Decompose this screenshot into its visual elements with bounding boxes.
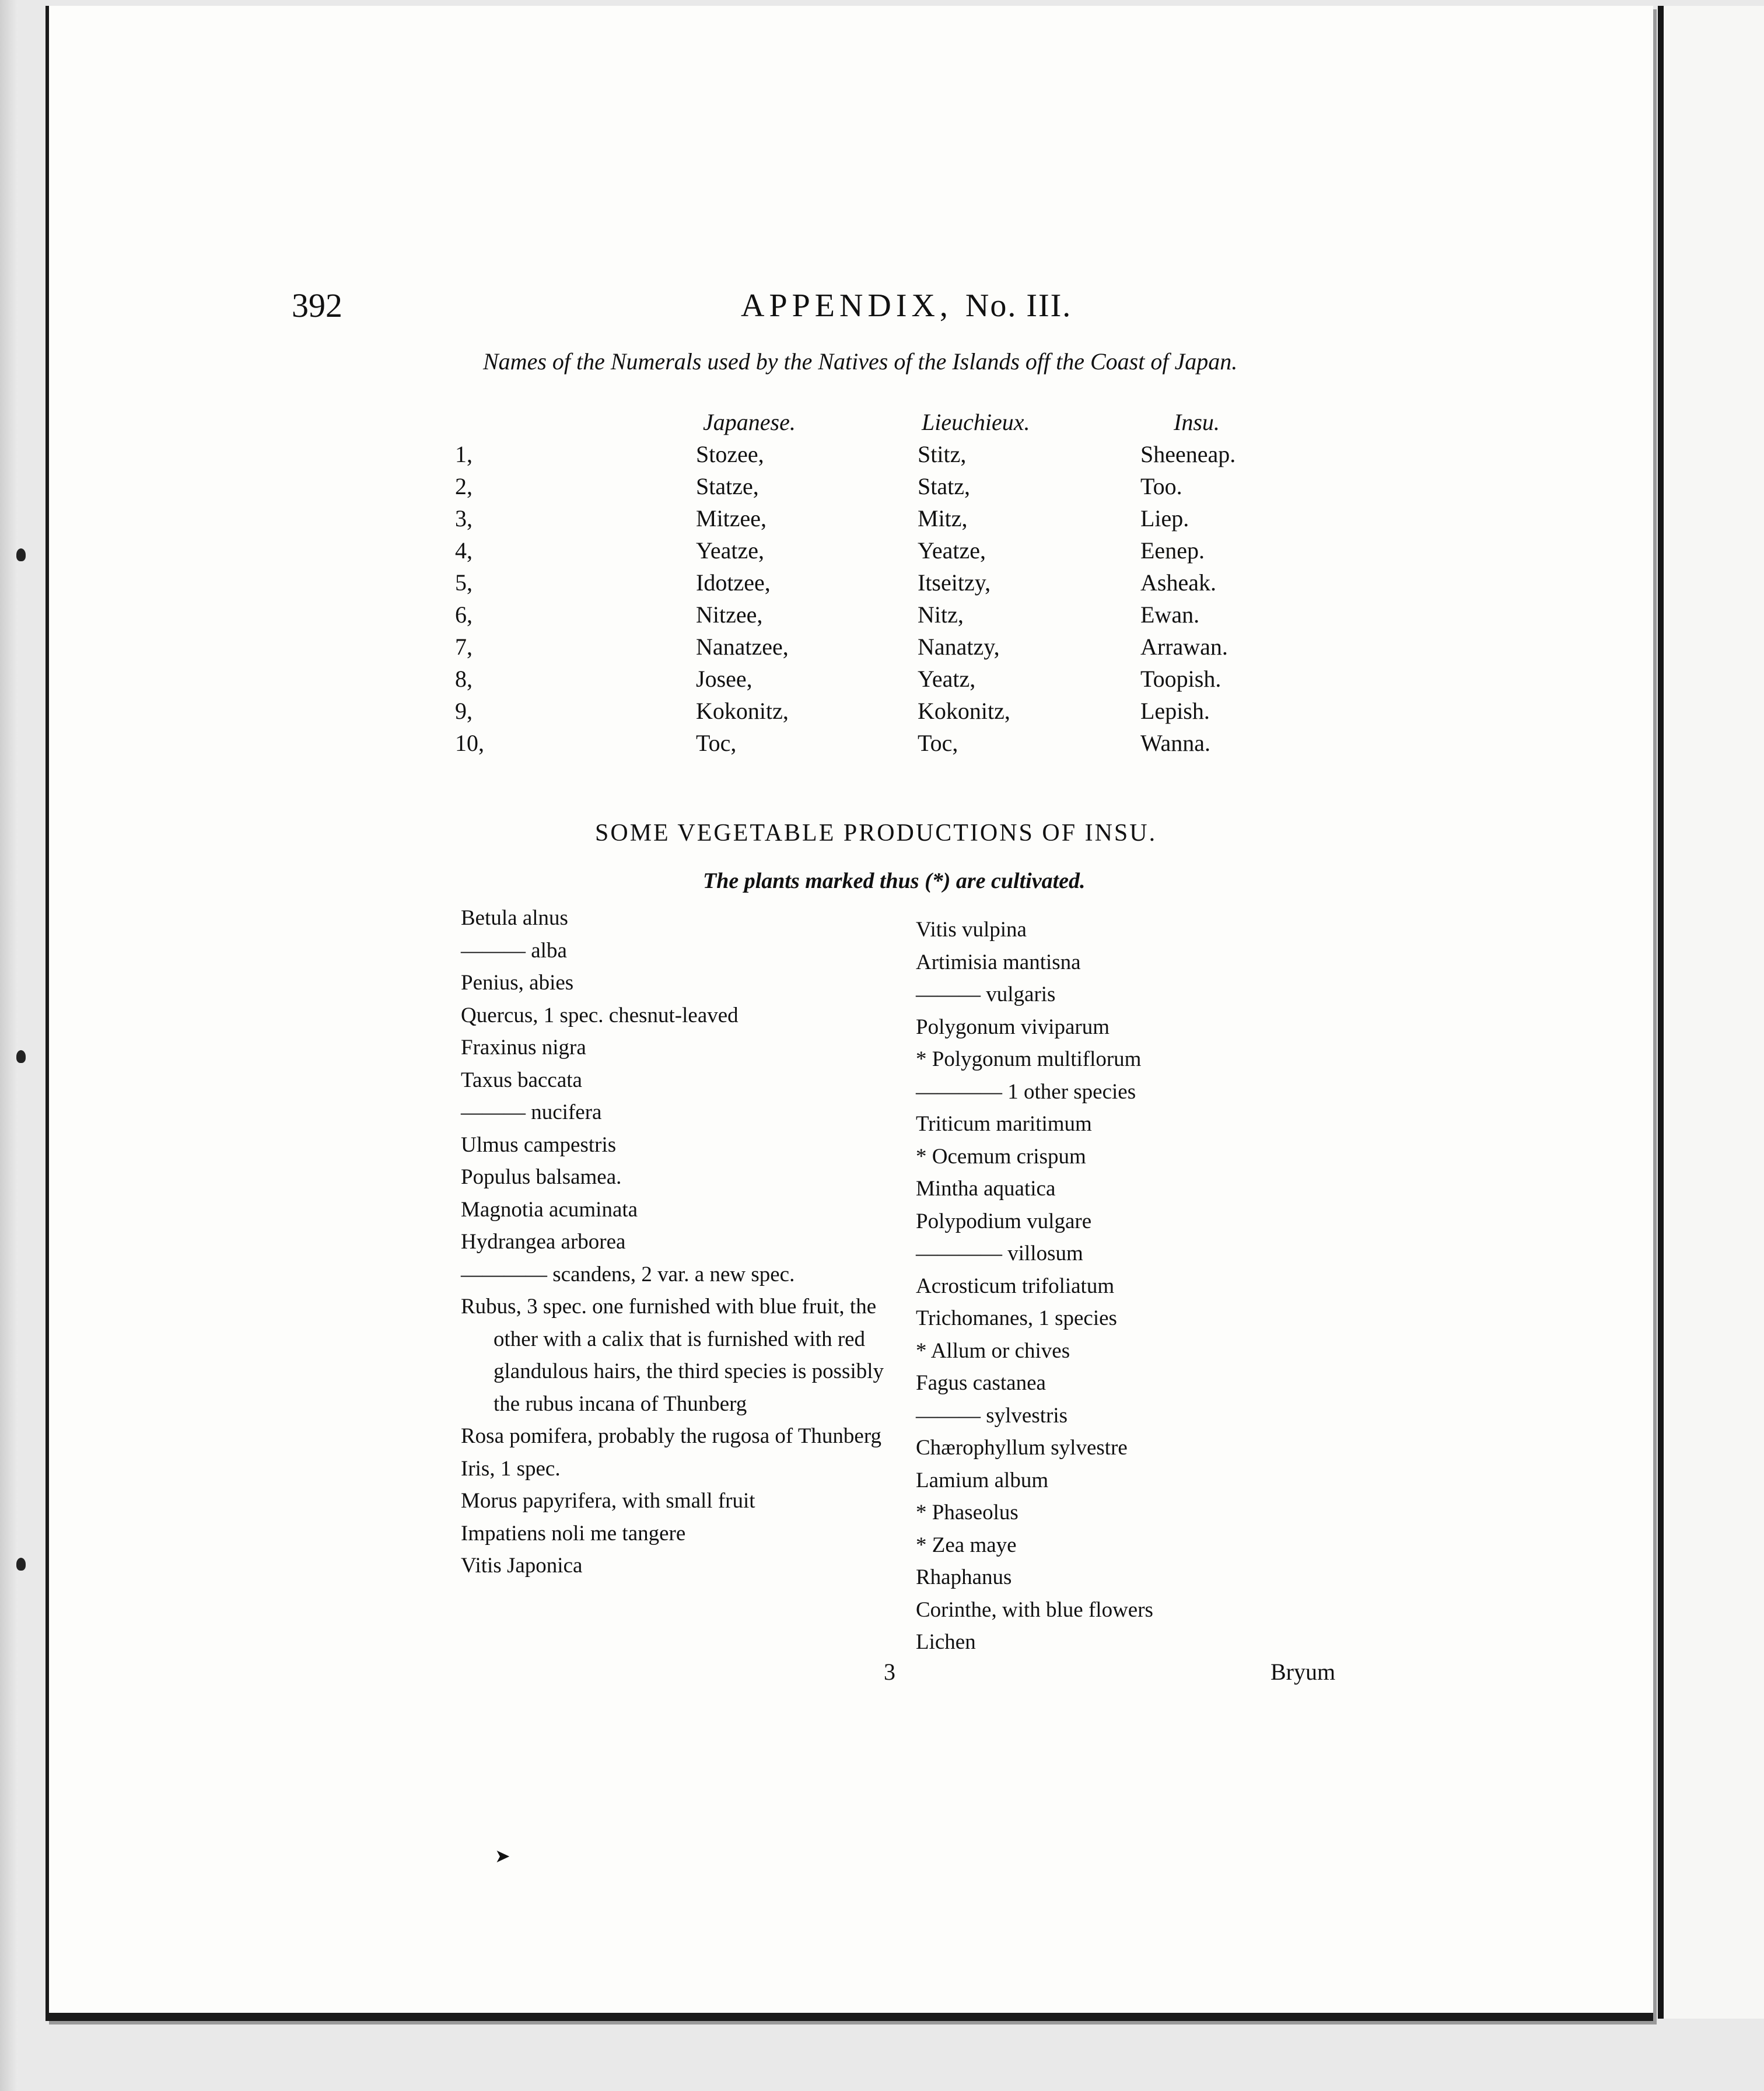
column-header-japanese: Japanese. bbox=[703, 409, 796, 435]
binding-mark bbox=[16, 1050, 26, 1063]
numeral-row bbox=[455, 505, 1272, 537]
plant-entry: Acrosticum trifoliatum bbox=[916, 1274, 1115, 1298]
japanese-cell: Idotzee, bbox=[696, 569, 771, 596]
plant-entry: Vitis Japonica bbox=[461, 1554, 583, 1578]
plant-entry: ———— 1 other species bbox=[916, 1079, 1136, 1104]
numeral-cell: 10, bbox=[455, 730, 484, 756]
plant-entry: Fraxinus nigra bbox=[461, 1036, 586, 1060]
plant-entry: Corinthe, with blue flowers bbox=[916, 1597, 1153, 1622]
catchword: Bryum bbox=[1270, 1659, 1336, 1685]
plant-entry: Rubus, 3 spec. one furnished with blue fruit, the other with a calix that is furnished with red glandulous hairs, the third species is possibly the rubus incana of Thunberg bbox=[461, 1295, 884, 1416]
plant-entry: Trichomanes, 1 species bbox=[916, 1306, 1117, 1330]
plant-entry: Vitis vulpina bbox=[916, 918, 1027, 942]
plant-entry: Populus balsamea. bbox=[461, 1165, 622, 1189]
plant-entry: Morus papyrifera, with small fruit bbox=[461, 1489, 755, 1513]
section-subtitle: The plants marked thus (*) are cultivated. bbox=[703, 869, 1086, 893]
numeral-cell: 7, bbox=[455, 634, 473, 660]
insu-cell: Wanna. bbox=[1140, 730, 1211, 756]
section-title: SOME VEGETABLE PRODUCTIONS OF INSU. bbox=[595, 820, 1157, 847]
plant-entry: * Zea maye bbox=[916, 1533, 1017, 1557]
insu-cell: Lepish. bbox=[1140, 698, 1210, 724]
insu-cell: Too. bbox=[1140, 473, 1182, 499]
numeral-row bbox=[455, 473, 1272, 505]
plant-entry: ——— alba bbox=[461, 938, 567, 963]
numeral-row bbox=[455, 633, 1272, 665]
numeral-row bbox=[455, 697, 1272, 729]
plant-entry: * Phaseolus bbox=[916, 1501, 1019, 1524]
japanese-cell: Stozee, bbox=[696, 441, 764, 467]
insu-cell: Eenep. bbox=[1140, 537, 1205, 564]
numeral-cell: 9, bbox=[455, 698, 473, 724]
lieuchieux-cell: Yeatze, bbox=[918, 537, 986, 564]
plant-entry: Iris, 1 spec. bbox=[461, 1456, 561, 1481]
plant-entry: ———— villosum bbox=[916, 1242, 1083, 1265]
plant-entry: Quercus, 1 spec. chesnut-leaved bbox=[461, 1003, 738, 1027]
insu-cell: Toopish. bbox=[1140, 666, 1222, 692]
japanese-cell: Kokonitz, bbox=[696, 698, 789, 724]
japanese-cell: Nanatzee, bbox=[696, 634, 789, 660]
numeral-row bbox=[455, 601, 1272, 633]
japanese-cell: Toc, bbox=[696, 730, 737, 756]
plant-entry: Magnotia acuminata bbox=[461, 1197, 638, 1222]
plant-entry: Chærophyllum sylvestre bbox=[916, 1436, 1128, 1460]
numeral-cell: 2, bbox=[455, 473, 473, 499]
table-caption: Names of the Numerals used by the Natives of the Islands off the Coast of Japan. bbox=[483, 348, 1238, 375]
page-number: 392 bbox=[292, 286, 342, 324]
plant-entry: Artimisia mantisna bbox=[916, 950, 1081, 974]
plant-entry: Triticum maritimum bbox=[916, 1112, 1092, 1136]
plant-entry: Impatiens noli me tangere bbox=[461, 1521, 686, 1545]
numeral-row bbox=[455, 440, 1272, 473]
plant-list-left bbox=[461, 902, 910, 1582]
plant-entry: Lamium album bbox=[916, 1468, 1049, 1492]
lieuchieux-cell: Stitz, bbox=[918, 441, 967, 467]
plant-entry: Rosa pomifera, probably the rugosa of Thunberg bbox=[461, 1424, 881, 1448]
japanese-cell: Yeatze, bbox=[696, 537, 765, 564]
lieuchieux-cell: Nitz, bbox=[918, 602, 964, 628]
plant-entry: ——— vulgaris bbox=[916, 982, 1056, 1006]
insu-cell: Asheak. bbox=[1140, 569, 1216, 596]
numeral-row bbox=[455, 569, 1272, 601]
insu-cell: Liep. bbox=[1140, 505, 1189, 532]
numeral-cell: 8, bbox=[455, 666, 473, 692]
japanese-cell: Mitzee, bbox=[696, 505, 767, 532]
japanese-cell: Josee, bbox=[696, 666, 752, 692]
plant-list-right bbox=[916, 914, 1242, 1659]
plant-entry: Ulmus campestris bbox=[461, 1132, 617, 1157]
plant-entry: Lichen bbox=[916, 1630, 976, 1654]
binding-mark bbox=[16, 548, 26, 561]
plant-entry: * Allum or chives bbox=[916, 1338, 1070, 1363]
plant-entry: Polypodium vulgare bbox=[916, 1209, 1092, 1233]
lieuchieux-cell: Statz, bbox=[918, 473, 970, 499]
numeral-row bbox=[455, 729, 1272, 761]
appendix-number: No. III. bbox=[965, 288, 1072, 324]
insu-cell: Arrawan. bbox=[1140, 634, 1228, 660]
numeral-row bbox=[455, 537, 1272, 569]
japanese-cell: Nitzee, bbox=[696, 602, 763, 628]
numeral-cell: 6, bbox=[455, 602, 473, 628]
insu-cell: Sheeneap. bbox=[1140, 441, 1236, 467]
plant-entry: ———— scandens, 2 var. a new spec. bbox=[461, 1262, 795, 1286]
lieuchieux-cell: Yeatz, bbox=[918, 666, 976, 692]
scan-background bbox=[0, 0, 18, 2091]
japanese-cell: Statze, bbox=[696, 473, 759, 499]
plant-entry: Taxus baccata bbox=[461, 1068, 582, 1092]
appendix-title: APPENDIX, bbox=[741, 288, 953, 324]
lieuchieux-cell: Itseitzy, bbox=[918, 569, 991, 596]
signature-mark: 3 bbox=[884, 1659, 895, 1685]
numeral-cell: 1, bbox=[455, 441, 473, 467]
numeral-row bbox=[455, 665, 1272, 697]
plant-entry: Penius, abies bbox=[461, 971, 574, 995]
lieuchieux-cell: Toc, bbox=[918, 730, 958, 756]
numerals-header bbox=[455, 408, 1272, 440]
plant-entry: Polygonum viviparum bbox=[916, 1015, 1110, 1039]
column-header-insu: Insu. bbox=[1174, 409, 1220, 435]
column-header-lieuchieux: Lieuchieux. bbox=[922, 409, 1030, 435]
lieuchieux-cell: Nanatzy, bbox=[918, 634, 1000, 660]
plant-entry: Betula alnus bbox=[461, 906, 568, 930]
lieuchieux-cell: Kokonitz, bbox=[918, 698, 1010, 724]
binding-mark bbox=[16, 1558, 26, 1571]
numeral-cell: 5, bbox=[455, 569, 473, 596]
lieuchieux-cell: Mitz, bbox=[918, 505, 968, 532]
numerals-table bbox=[455, 408, 1272, 761]
plant-entry: ——— nucifera bbox=[461, 1100, 602, 1124]
plant-entry: * Ocemum crispum bbox=[916, 1144, 1086, 1169]
plant-entry: * Polygonum multiflorum bbox=[916, 1047, 1142, 1071]
ink-mark: ➤ bbox=[495, 1845, 510, 1866]
plant-entry: ——— sylvestris bbox=[916, 1403, 1068, 1428]
facing-page-edge bbox=[1658, 6, 1764, 2019]
plant-entry: Hydrangea arborea bbox=[461, 1230, 626, 1254]
numeral-cell: 4, bbox=[455, 537, 473, 564]
plant-entry: Fagus castanea bbox=[916, 1371, 1046, 1395]
plant-entry: Mintha aquatica bbox=[916, 1177, 1056, 1201]
numeral-cell: 3, bbox=[455, 505, 473, 532]
running-head bbox=[741, 287, 1072, 324]
plant-entry: Rhaphanus bbox=[916, 1565, 1012, 1589]
insu-cell: Ewan. bbox=[1140, 602, 1200, 628]
